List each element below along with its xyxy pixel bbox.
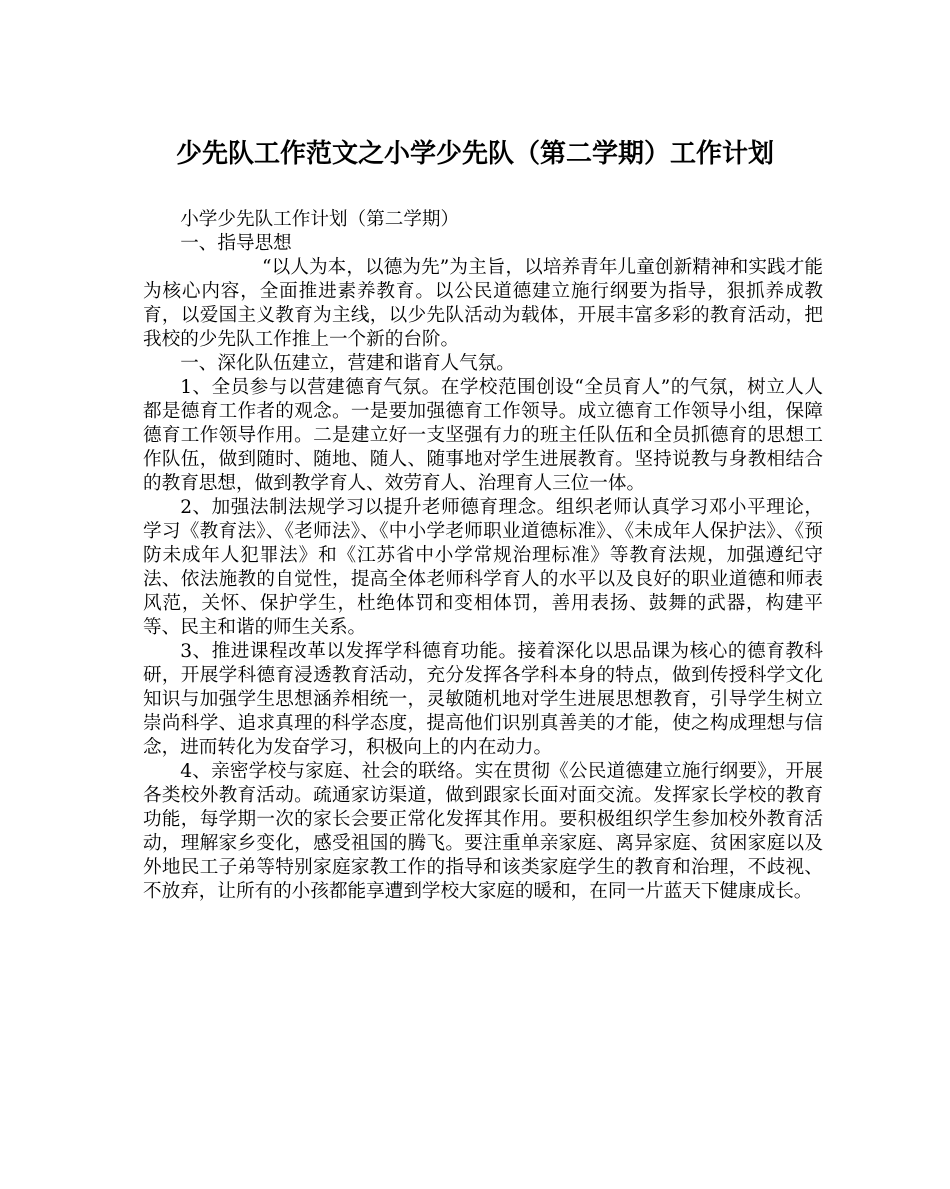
plan-subtitle: 小学少先队工作计划（第二学期） <box>180 209 460 230</box>
section-heading-team-building: 一、深化队伍建立，营建和谐育人气氛。 <box>180 353 515 374</box>
paragraph-item-2: 2、加强法制法规学习以提升老师德育理念。组织老师认真学习邓小平理论，学习《教育法》、《老师法》、《中小学老师职业道德标准》、《未成年人保护法》、《预防未成年人犯罪法》和《江苏省中小学常规治理标准》等教育法规，加强遵纪守法、依法施教的自觉性，提高全体老师科学育人的水平以及良好的职业道德和师表风范，关怀、保护学生，杜绝体罚和变相体罚，善用表扬、鼓舞的武器，构建平等、民主和谐的师生关系。 <box>143 497 823 638</box>
paragraph-item-1: 1、全员参与以营建德育气氛。在学校范围创设“全员育人”的气氛，树立人人都是德育工作者的观念。一是要加强德育工作领导。成立德育工作领导小组，保障德育工作领导作用。二是建立好一支坚强有力的班主任队伍和全员抓德育的思想工作队伍，做到随时、随地、随人、随事地对学生进展教育。坚持说教与身教相结合的教育思想，做到教学育人、效劳育人、治理育人三位一体。 <box>143 377 823 494</box>
section-heading-guiding-ideology: 一、指导思想 <box>180 233 292 254</box>
paragraph-item-4: 4、亲密学校与家庭、社会的联络。实在贯彻《公民道德建立施行纲要》，开展各类校外教育活动。疏通家访渠道，做到跟家长面对面交流。发挥家长学校的教育功能，每学期一次的家长会要正常化发挥其作用。要积极组织学生参加校外教育活动，理解家乡变化，感受祖国的腾飞。要注重单亲家庭、离异家庭、贫困家庭以及外地民工子弟等特别家庭家教工作的指导和该类家庭学生的教育和治理，不歧视、不放弃，让所有的小孩都能享遭到学校大家庭的暖和，在同一片蓝天下健康成长。 <box>143 761 823 902</box>
document-title: 少先队工作范文之小学少先队（第二学期）工作计划 <box>175 139 774 169</box>
guiding-ideology-paragraph: “以人为本，以德为先”为主旨，以培养青年儿童创新精神和实践才能为核心内容，全面推进素养教育。以公民道德建立施行纲要为指导，狠抓养成教育，以爱国主义教育为主线，以少先队活动为载体，开展丰富多彩的教育活动，把我校的少先队工作推上一个新的台阶。 <box>143 257 823 350</box>
document-body <box>143 208 823 904</box>
paragraph-item-3: 3、推进课程改革以发挥学科德育功能。接着深化以思品课为核心的德育教科研，开展学科德育浸透教育活动，充分发挥各学科本身的特点，做到传授科学文化知识与加强学生思想涵养相统一，灵敏随机地对学生进展思想教育，引导学生树立崇尚科学、追求真理的科学态度，提高他们识别真善美的才能，使之构成理想与信念，进而转化为发奋学习，积极向上的内在动力。 <box>143 641 823 758</box>
